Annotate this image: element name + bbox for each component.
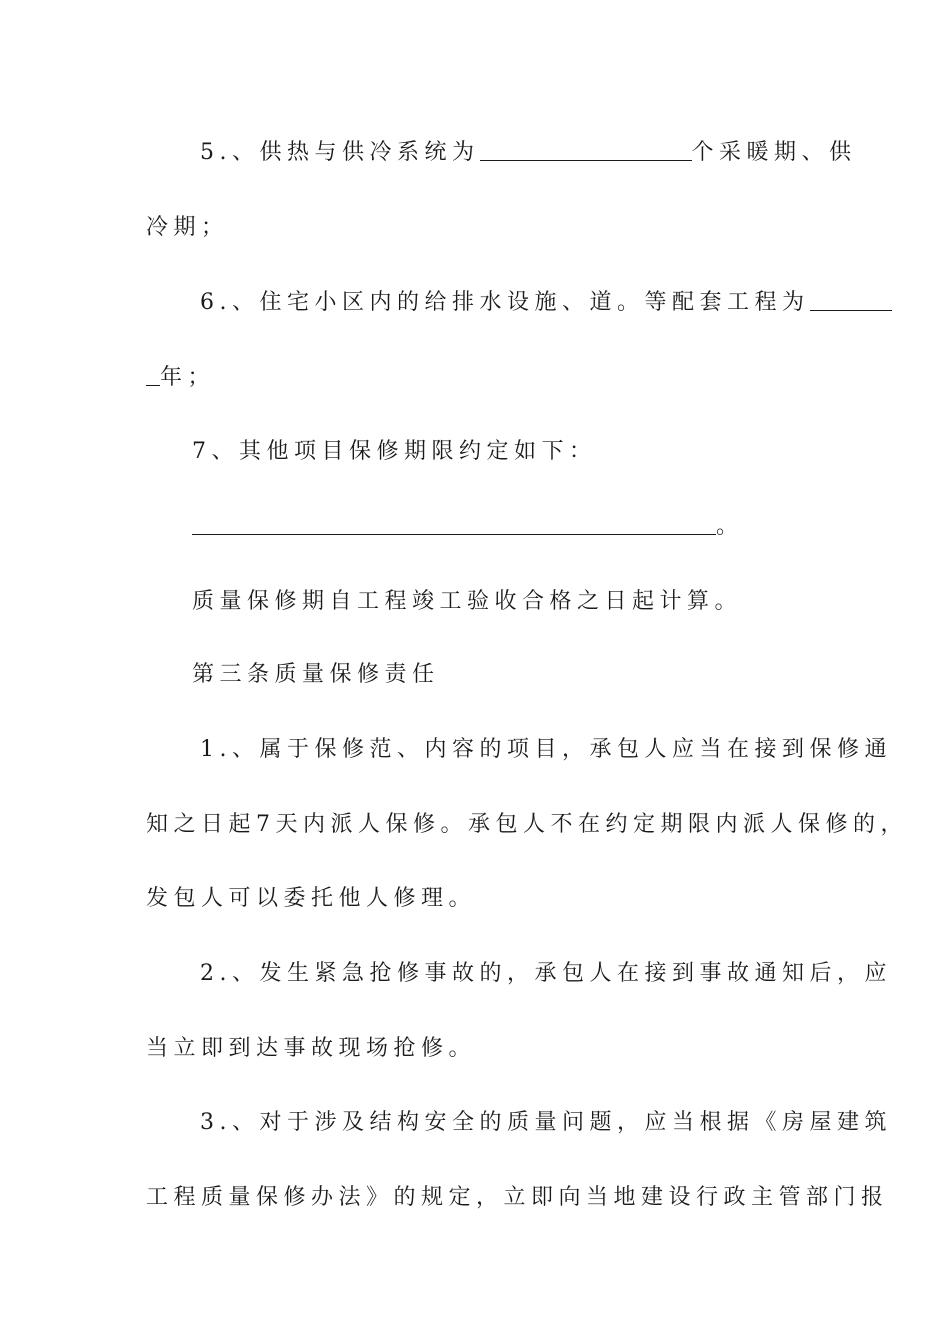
- section-heading: [192, 660, 440, 690]
- line-text: 6.、住宅小区内的给排水设施、道。等配套工程为: [200, 290, 810, 315]
- paragraph-line-13: [146, 1034, 476, 1064]
- line-text: 第三条质量保修责任: [192, 662, 440, 687]
- paragraph-line-9: [200, 735, 892, 765]
- paragraph-line-7: [192, 587, 742, 617]
- line-text: 冷期；: [146, 215, 229, 240]
- paragraph-line-1: [200, 138, 857, 168]
- fill-in-blank[interactable]: [146, 365, 160, 386]
- paragraph-line-3: [200, 288, 892, 318]
- line-text: 7、其他项目保修期限约定如下：: [192, 439, 597, 464]
- paragraph-line-14: [200, 1108, 892, 1138]
- paragraph-line-10: [146, 810, 908, 840]
- paragraph-line-2: [146, 213, 229, 243]
- paragraph-line-12: [200, 959, 892, 989]
- fill-in-blank[interactable]: [480, 140, 692, 161]
- line-text: 当立即到达事故现场抢修。: [146, 1036, 477, 1061]
- line-text: 1.、属于保修范、内容的项目，承包人应当在接到保修通: [200, 737, 892, 762]
- line-text: 发包人可以委托他人修理。: [146, 886, 477, 911]
- line-text: 年；: [160, 365, 216, 390]
- line-text: 质量保修期自工程竣工验收合格之日起计算。: [192, 589, 743, 614]
- paragraph-line-11: [146, 884, 476, 914]
- fill-in-blank[interactable]: [192, 514, 716, 535]
- line-text: 2.、发生紧急抢修事故的，承包人在接到事故通知后，应: [200, 961, 892, 986]
- paragraph-line-4: [146, 363, 215, 393]
- paragraph-line-6: [192, 512, 744, 542]
- paragraph-line-5: [192, 437, 597, 467]
- line-text: 。: [716, 514, 744, 539]
- fill-in-blank[interactable]: [810, 290, 892, 311]
- line-text: 个采暖期、供: [691, 140, 857, 165]
- line-text: 5.、供热与供冷系统为: [200, 140, 480, 165]
- line-text: 工程质量保修办法》的规定，立即向当地建设行政主管部门报: [146, 1185, 889, 1210]
- line-text: 知之日起7天内派人保修。承包人不在约定期限内派人保修的，: [146, 812, 908, 837]
- paragraph-line-15: [146, 1183, 889, 1213]
- line-text: 3.、对于涉及结构安全的质量问题，应当根据《房屋建筑: [200, 1110, 892, 1135]
